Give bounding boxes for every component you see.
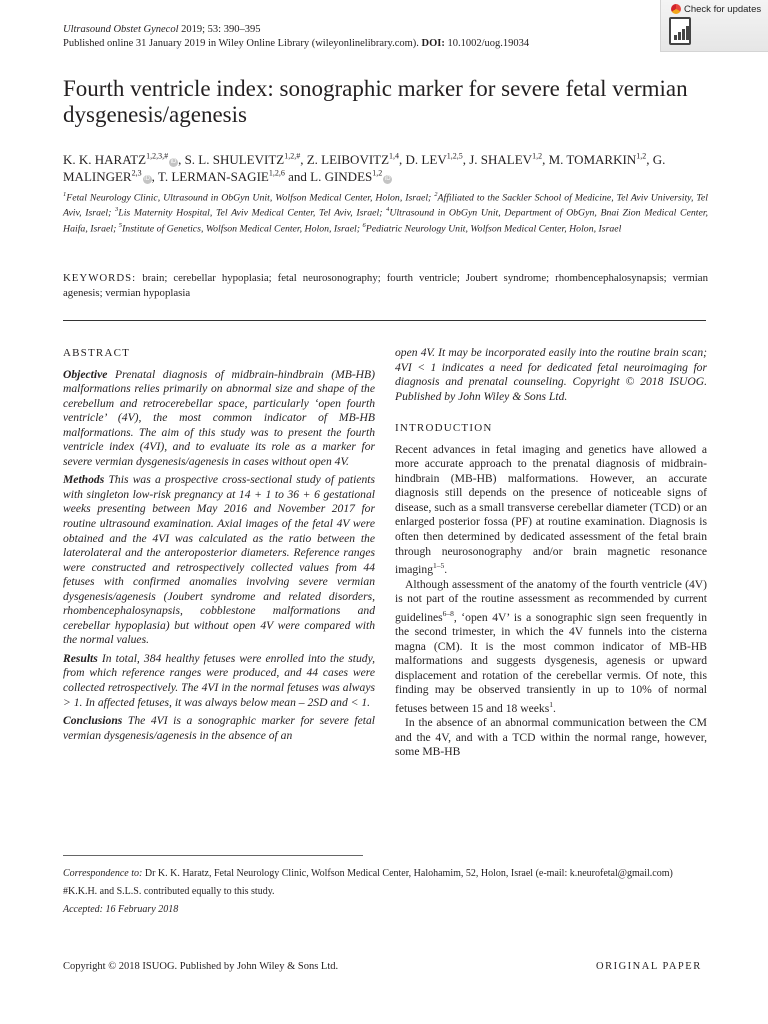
doi-value[interactable]: 10.1002/uog.19034 bbox=[444, 38, 530, 49]
author-separator: and bbox=[284, 169, 311, 184]
author-separator: , bbox=[151, 169, 158, 184]
intro-p2-end: . bbox=[552, 701, 556, 715]
affiliation-text: Ultrasound in ObGyn Unit, Department of ObGyn, Bnai Zion Medical Center, Haifa, Israel; bbox=[63, 207, 708, 234]
author-name: M. TOMARKIN bbox=[548, 152, 637, 167]
abstract-conclusions bbox=[63, 714, 375, 743]
journal-volume: 2019; 53: 390–395 bbox=[178, 24, 261, 35]
doi-label: DOI: bbox=[421, 38, 445, 49]
affiliation-text: Pediatric Neurology Unit, Wolfson Medical Center, Holon, Israel bbox=[365, 222, 622, 234]
author-name: T. LERMAN-SAGIE bbox=[157, 169, 269, 184]
intro-paragraph-2 bbox=[395, 578, 707, 717]
affiliation-text: Fetal Neurology Clinic, Ultrasound in ObGyn Unit, Wolfson Medical Center, Holon, Israel; bbox=[66, 192, 435, 204]
author-affiliation-marker: 1,2 bbox=[532, 151, 543, 161]
article-title: Fourth ventricle index: sonographic marker for severe fetal vermian dysgenesis/agenesis bbox=[63, 76, 688, 127]
footer-copyright: Copyright © 2018 ISUOG. Published by John Wiley & Sons Ltd. bbox=[63, 961, 339, 972]
crossmark-icon bbox=[671, 4, 681, 14]
equal-contribution-note: #K.K.H. and S.L.S. contributed equally to this study. bbox=[63, 886, 275, 897]
affiliation-text: Affiliated to the Sackler School of Medicine, Tel Aviv University, Tel Aviv, Israel; bbox=[63, 192, 708, 219]
author-list bbox=[63, 151, 713, 185]
methods-label: Methods bbox=[63, 473, 105, 487]
author-separator: , bbox=[178, 152, 185, 167]
citation-ref[interactable]: 1 bbox=[549, 699, 553, 709]
author-name: L. GINDES bbox=[310, 169, 373, 184]
author-separator: , bbox=[462, 152, 470, 167]
author-affiliation-marker: 1,2,6 bbox=[268, 168, 285, 178]
intro-p2-text-b: , ‘open 4V’ is a sonographic sign seen frequently in the second trimester, in which the 4V funnels into the cisterna magna (CM). It is the most common indicator of MB-HB malformations and suggests dysgenesis, agenesis or upward displacement and rotation of the cerebellar vermis. Of note, this finding may be observed transiently in up to 10% of normal fetuses between 15 and 18 weeks bbox=[395, 610, 707, 715]
abstract-section bbox=[63, 346, 375, 747]
author-name: G. MALINGER bbox=[63, 152, 666, 184]
abstract-results bbox=[63, 652, 375, 710]
conclusions-text-part2: open 4V. It may be incorporated easily into the routine brain scan; 4VI < 1 indicates a need for dedicated fetal neuroimaging for diagnosis and prenatal counseling. Copyright © 2018 ISUOG. Published by John Wiley & Sons Ltd. bbox=[395, 346, 707, 403]
check-for-updates-label: Check for updates bbox=[684, 4, 762, 15]
conclusions-text-part1: The 4VI is a sonographic marker for severe fetal vermian dysgenesis/agenesis in the absence of an bbox=[63, 714, 375, 742]
author-name: Z. LEIBOVITZ bbox=[306, 152, 390, 167]
affiliation-number: 6 bbox=[362, 221, 366, 229]
correspondence-text: Dr K. K. Haratz, Fetal Neurology Clinic, Wolfson Medical Center, Halohamim, 52, Holon, Israel (e-mail: k.neurofetal@gmail.com) bbox=[142, 868, 673, 879]
abstract-continuation bbox=[395, 346, 707, 404]
affiliation-number: 3 bbox=[115, 206, 119, 214]
article-type: ORIGINAL PAPER bbox=[596, 961, 702, 972]
affiliation-number: 2 bbox=[434, 191, 438, 198]
journal-header bbox=[63, 23, 529, 51]
orcid-icon[interactable]: iD bbox=[170, 159, 177, 165]
affiliations bbox=[63, 189, 708, 235]
affiliation-number: 5 bbox=[118, 221, 123, 229]
abstract-heading: ABSTRACT bbox=[63, 347, 131, 359]
author-affiliation-marker: 1,2,5 bbox=[446, 151, 463, 161]
journal-citation-line bbox=[63, 23, 529, 37]
intro-p1-end: . bbox=[444, 562, 448, 576]
footnotes bbox=[63, 867, 708, 921]
right-column bbox=[395, 346, 707, 760]
author-affiliation-marker: 1,4 bbox=[389, 151, 400, 161]
abstract-objective bbox=[63, 368, 375, 470]
author-separator: , bbox=[399, 152, 406, 167]
intro-paragraph-1 bbox=[395, 443, 707, 578]
results-label: Results bbox=[63, 651, 98, 665]
orcid-icon[interactable]: iD bbox=[384, 176, 391, 182]
orcid-icon[interactable]: iD bbox=[144, 176, 150, 182]
author-name: D. LEV bbox=[405, 152, 447, 167]
author-separator: , bbox=[646, 152, 653, 167]
published-text: Published online 31 January 2019 in Wiley Online Library (wileyonlinelibrary.com). bbox=[63, 38, 422, 49]
conclusions-label: Conclusions bbox=[63, 714, 123, 728]
check-for-updates-header bbox=[671, 4, 761, 15]
objective-text: Prenatal diagnosis of midbrain-hindbrain (MB-HB) malformations relies primarily on abnormal size and shape of the cerebellum and retrocerebellar space, particularly ‘open fourth ventricle’ (4V), the most common indicator of MB-HB malformations. The aim of this study was to present the fourth ventricle index (4VI), and to evaluate its role as a marker for severe vermian dysgenesis/agenesis in cases without open 4V. bbox=[63, 367, 375, 468]
objective-label: Objective bbox=[63, 367, 108, 381]
author-affiliation-marker: 1,2 bbox=[372, 168, 383, 178]
footnote-divider bbox=[63, 855, 363, 856]
author-separator: , bbox=[300, 152, 307, 167]
correspondence-label: Correspondence to: bbox=[63, 868, 143, 879]
keywords-text: brain; cerebellar hypoplasia; fetal neurosonography; fourth ventricle; Joubert syndrome; rhombencephalosynapsis; vermian agenesis; vermian hypoplasia bbox=[63, 272, 708, 299]
check-for-updates-icon bbox=[669, 17, 691, 45]
affiliation-number: 1 bbox=[63, 191, 67, 198]
affiliation-number: 4 bbox=[386, 206, 390, 214]
author-separator: , bbox=[542, 152, 549, 167]
methods-text: This was a prospective cross-sectional study of patients with singleton low-risk pregnancy at 14 + 1 to 36 + 6 gestational weeks presenting between May 2016 and November 2017 for routine ultrasound examination. Axial images of the fetal 4V were obtained and the 4VI was calculated as the ratio between the laterolateral and the anteroposterior diameters. Reference ranges were constructed and retrospectively collected values from 44 fetuses with confirmed anomalies involving severe vermian dysgenesis/agenesis (Joubert syndrome and related disorders, rhombencephalosynapsis, cobblestone malformations and cerebellar hypoplasia) but without open 4V were compared with the normal values. bbox=[63, 473, 375, 647]
intro-p2-text-a: Although assessment of the anatomy of the fourth ventricle (4V) is not part of the routine assessment as recommended by current guidelines bbox=[395, 577, 707, 624]
journal-name: Ultrasound Obstet Gynecol bbox=[63, 24, 179, 35]
abstract-methods bbox=[63, 473, 375, 648]
intro-paragraph-3: In the absence of an abnormal communication between the CM and the 4V, and with a TCD within the normal range, however, some MB-HB bbox=[395, 716, 707, 759]
author-name: K. K. HARATZ bbox=[63, 152, 147, 167]
results-text: In total, 384 healthy fetuses were enrolled into the study, from which reference ranges were produced, and 44 cases were collected retrospectively. The 4VI in the normal fetuses was always > 1. In affected fetuses, it was always below mean – 2SD and < 1. bbox=[63, 651, 375, 709]
author-affiliation-marker: 2,3 bbox=[131, 168, 142, 178]
citation-ref[interactable]: 1–5 bbox=[433, 561, 445, 571]
correspondence-note bbox=[63, 867, 708, 880]
keywords bbox=[63, 271, 708, 301]
accepted-date: Accepted: 16 February 2018 bbox=[63, 904, 179, 915]
affiliation-text: Lis Maternity Hospital, Tel Aviv Medical Center, Tel Aviv, Israel; bbox=[118, 207, 387, 219]
check-for-updates-badge[interactable] bbox=[660, 0, 768, 52]
author-name: S. L. SHULEVITZ bbox=[184, 152, 285, 167]
author-affiliation-marker: 1,2 bbox=[636, 151, 647, 161]
top-divider bbox=[63, 320, 706, 321]
author-affiliation-marker: 1,2,# bbox=[284, 151, 301, 161]
author-name: J. SHALEV bbox=[469, 152, 533, 167]
keywords-label: KEYWORDS: bbox=[63, 272, 137, 284]
intro-p1-text: Recent advances in fetal imaging and genetics have allowed a more accurate approach to the prenatal diagnosis of midbrain-hindbrain (MB-HB) malformations. However, an accurate diagnosis still depends on the presence of noticeable signs of disease, such as a small transverse cerebellar diameter (TCD) or an enlarged posterior fossa (PF) at routine examination. Diagnosis is often then determined by dedicated assessment of the fetal brain through neurosonography and/or brain magnetic resonance imaging bbox=[395, 442, 707, 576]
author-affiliation-marker: 1,2,3,# bbox=[146, 151, 169, 161]
affiliation-text: Institute of Genetics, Wolfson Medical Center, Holon, Israel; bbox=[122, 222, 363, 234]
published-line bbox=[63, 37, 529, 51]
introduction-heading: INTRODUCTION bbox=[395, 422, 493, 435]
citation-ref[interactable]: 6–8 bbox=[442, 608, 454, 618]
